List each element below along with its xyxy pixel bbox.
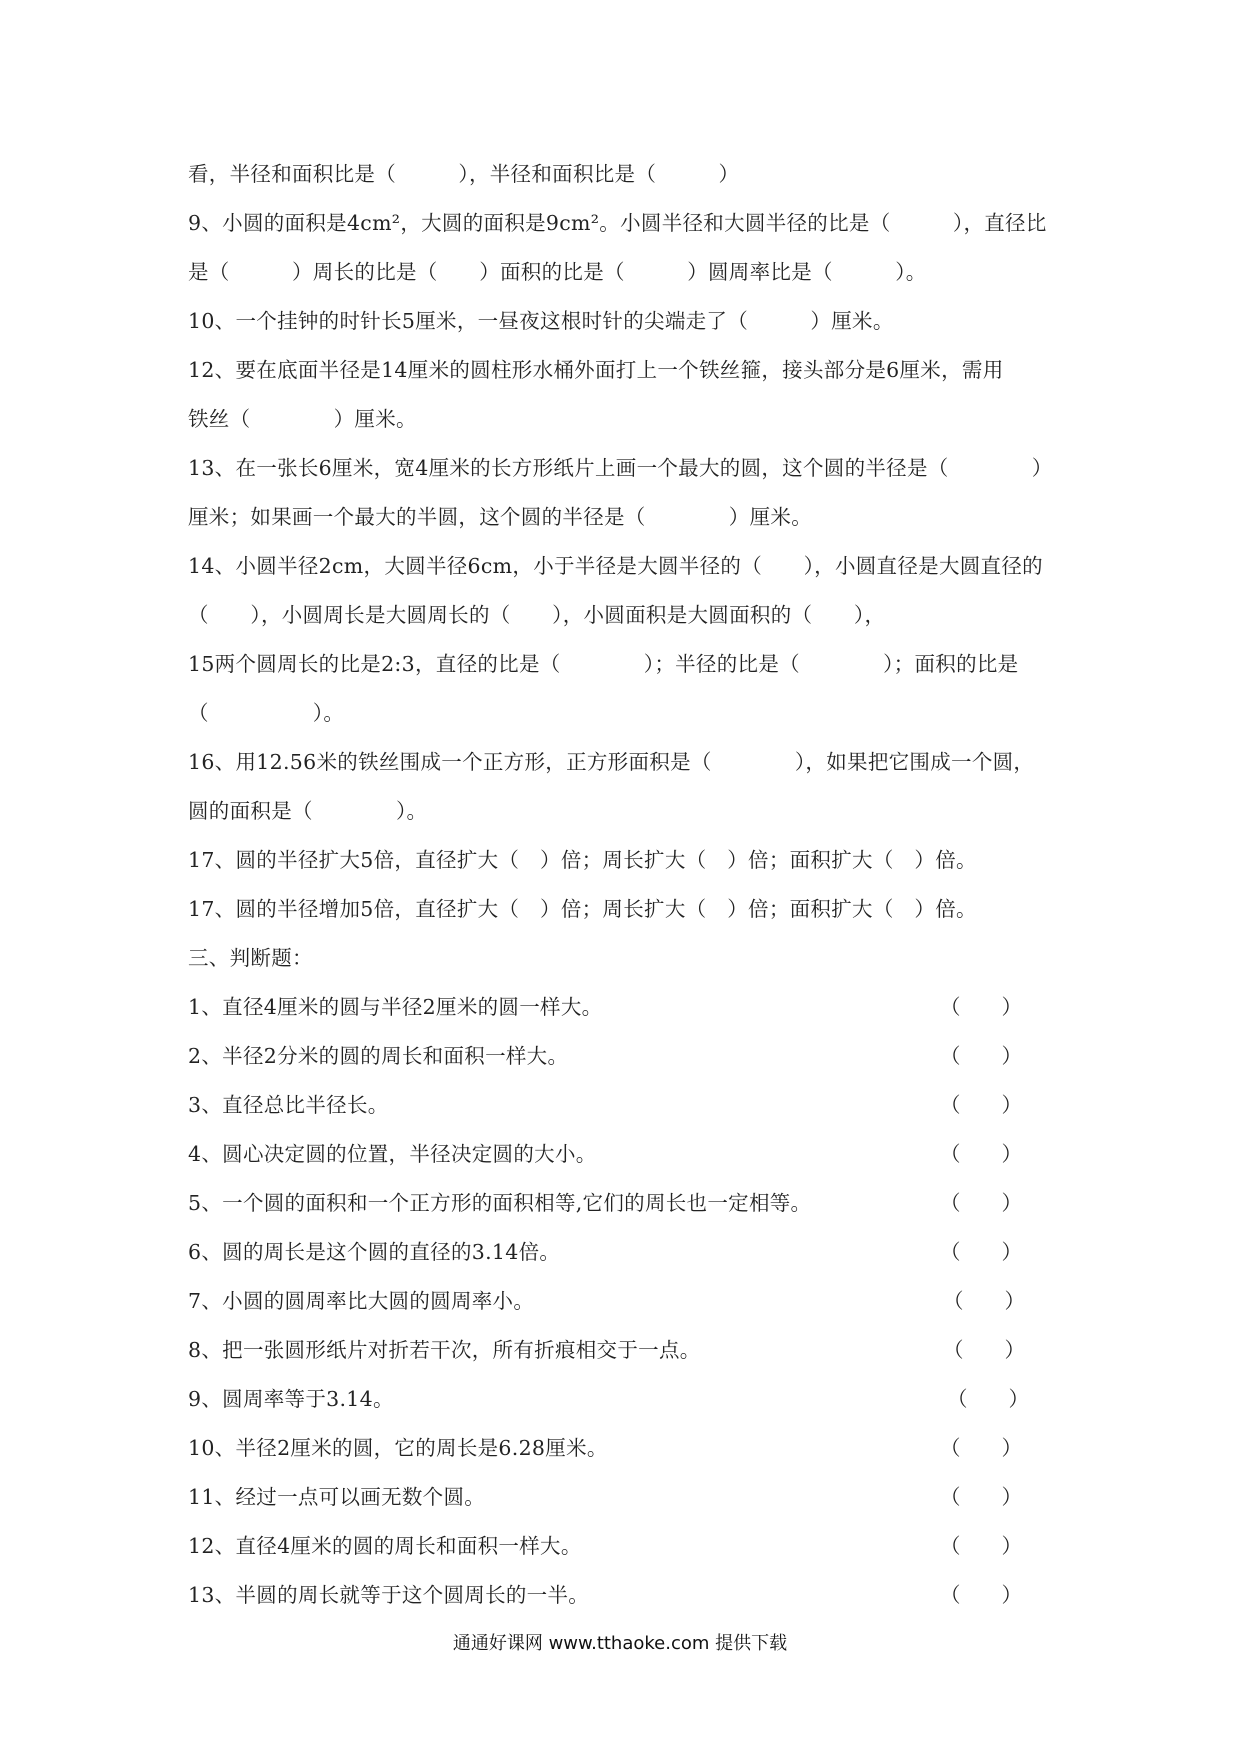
judgment-item: 4、圆心决定圆的位置，半径决定圆的大小。 xyxy=(188,1142,597,1166)
judgment-item: 9、圆周率等于3.14。 xyxy=(188,1387,394,1411)
text-line: 15两个圆周长的比是2:3，直径的比是（ ）；半径的比是（ ）；面积的比是 xyxy=(188,652,1019,676)
section-heading: 三、判断题： xyxy=(188,946,313,970)
answer-bracket: （ ） xyxy=(940,1044,1022,1068)
judgment-item: 12、直径4厘米的圆的周长和面积一样大。 xyxy=(188,1534,582,1558)
judgment-item: 5、一个圆的面积和一个正方形的面积相等,它们的周长也一定相等。 xyxy=(188,1191,812,1215)
text-line: 17、圆的半径扩大5倍，直径扩大（ ）倍；周长扩大（ ）倍；面积扩大（ ）倍。 xyxy=(188,848,977,872)
answer-bracket: （ ） xyxy=(940,1583,1022,1607)
answer-bracket: （ ） xyxy=(940,1534,1022,1558)
answer-bracket: （ ） xyxy=(940,1093,1022,1117)
text-line: 圆的面积是（ ）。 xyxy=(188,799,428,823)
text-line: 12、要在底面半径是14厘米的圆柱形水桶外面打上一个铁丝箍，接头部分是6厘米，需用 xyxy=(188,358,1004,382)
text-line: 看，半径和面积比是（ ），半径和面积比是（ ） xyxy=(188,162,740,186)
text-line: （ ）。 xyxy=(188,701,345,725)
judgment-item: 11、经过一点可以画无数个圆。 xyxy=(188,1485,486,1509)
text-line: （ ），小圆周长是大圆周长的（ ），小圆面积是大圆面积的（ ）， xyxy=(188,603,886,627)
answer-bracket: （ ） xyxy=(940,1191,1022,1215)
answer-bracket: （ ） xyxy=(943,1338,1025,1362)
judgment-item: 1、直径4厘米的圆与半径2厘米的圆一样大。 xyxy=(188,995,603,1019)
answer-bracket: （ ） xyxy=(940,1142,1022,1166)
text-line: 铁丝（ ）厘米。 xyxy=(188,407,417,431)
text-line: 厘米；如果画一个最大的半圆，这个圆的半径是（ ）厘米。 xyxy=(188,505,812,529)
text-line: 16、用12.56米的铁丝围成一个正方形，正方形面积是（ ），如果把它围成一个圆， xyxy=(188,750,1035,774)
answer-bracket: （ ） xyxy=(940,1436,1022,1460)
answer-bracket: （ ） xyxy=(947,1387,1029,1411)
judgment-item: 6、圆的周长是这个圆的直径的3.14倍。 xyxy=(188,1240,561,1264)
text-line: 是（ ）周长的比是（ ）面积的比是（ ）圆周率比是（ ）。 xyxy=(188,260,927,284)
answer-bracket: （ ） xyxy=(940,995,1022,1019)
answer-bracket: （ ） xyxy=(940,1240,1022,1264)
text-line: 14、小圆半径2cm，大圆半径6cm，小于半径是大圆半径的（ ），小圆直径是大圆直径的 xyxy=(188,554,1043,578)
text-line: 13、在一张长6厘米，宽4厘米的长方形纸片上画一个最大的圆，这个圆的半径是（ ） xyxy=(188,456,1053,480)
text-line: 9、小圆的面积是4cm²，大圆的面积是9cm²。小圆半径和大圆半径的比是（ ），直径比 xyxy=(188,211,1047,235)
answer-bracket: （ ） xyxy=(940,1485,1022,1509)
text-line: 17、圆的半径增加5倍，直径扩大（ ）倍；周长扩大（ ）倍；面积扩大（ ）倍。 xyxy=(188,897,977,921)
judgment-item: 2、半径2分米的圆的周长和面积一样大。 xyxy=(188,1044,569,1068)
judgment-item: 8、把一张圆形纸片对折若干次，所有折痕相交于一点。 xyxy=(188,1338,701,1362)
text-line: 10、一个挂钟的时针长5厘米，一昼夜这根时针的尖端走了（ ）厘米。 xyxy=(188,309,894,333)
judgment-item: 13、半圆的周长就等于这个圆周长的一半。 xyxy=(188,1583,590,1607)
answer-bracket: （ ） xyxy=(943,1289,1025,1313)
judgment-item: 7、小圆的圆周率比大圆的圆周率小。 xyxy=(188,1289,535,1313)
judgment-item: 10、半径2厘米的圆，它的周长是6.28厘米。 xyxy=(188,1436,608,1460)
judgment-item: 3、直径总比半径长。 xyxy=(188,1093,389,1117)
page-footer: 通通好课网 www.tthaoke.com 提供下载 xyxy=(452,1633,788,1654)
